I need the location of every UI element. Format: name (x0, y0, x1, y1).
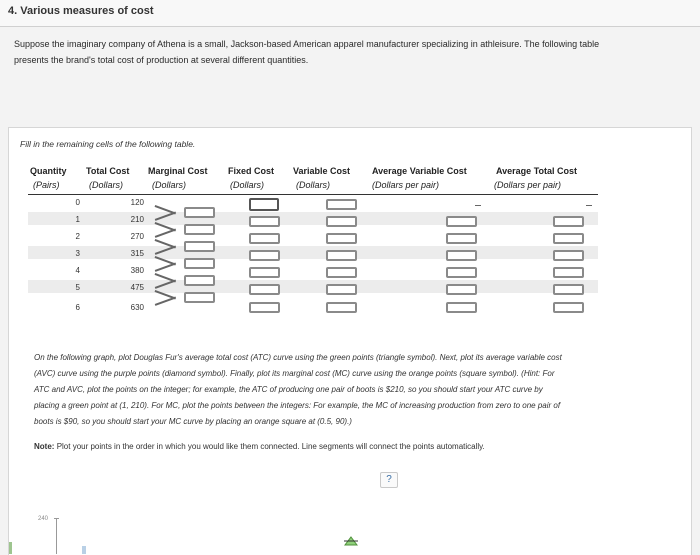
graph-tool-edge[interactable] (9, 542, 12, 554)
graph-instructions (34, 350, 679, 430)
question-panel (8, 127, 692, 555)
variable-cost-input-q6[interactable] (326, 302, 357, 313)
col-unit-avc: (Dollars per pair) (372, 180, 440, 190)
atc-triangle-icon[interactable] (344, 536, 358, 546)
question-title: 4. Various measures of cost (8, 5, 154, 17)
col-header-fixed-cost: Fixed Cost (228, 166, 275, 176)
fixed-cost-input-q4[interactable] (249, 267, 280, 278)
graph-tool-edge[interactable] (82, 546, 86, 554)
question-header (0, 0, 700, 27)
col-header-quantity: Quantity (30, 166, 67, 176)
total-cost-cell: 380 (130, 266, 144, 275)
total-cost-cell: 315 (130, 249, 144, 258)
quantity-cell: 3 (75, 249, 80, 258)
atc-input-q3[interactable] (553, 250, 584, 261)
atc-na-dash (586, 205, 592, 206)
fixed-cost-input-q5[interactable] (249, 284, 280, 295)
atc-input-q5[interactable] (553, 284, 584, 295)
total-cost-cell: 630 (130, 303, 144, 312)
fixed-cost-input-q0[interactable] (249, 198, 279, 211)
quantity-cell: 1 (75, 215, 80, 224)
graph-y-axis (56, 518, 57, 554)
row-stripe (28, 246, 598, 259)
quantity-cell: 6 (75, 303, 80, 312)
marginal-cost-input-3-4[interactable] (184, 258, 215, 269)
note-text (34, 442, 485, 451)
total-cost-cell: 270 (130, 232, 144, 241)
header-divider (28, 194, 598, 195)
graph-instructions-line-5: boots is $90, so you should start your MC curve by placing an orange square at (0.5, 90).) (34, 417, 352, 426)
marginal-cost-input-2-3[interactable] (184, 241, 215, 252)
variable-cost-input-q0[interactable] (326, 199, 357, 210)
col-unit-variable-cost: (Dollars) (296, 180, 331, 190)
avc-input-q1[interactable] (446, 216, 477, 227)
quantity-cell: 5 (75, 283, 80, 292)
col-unit-fixed-cost: (Dollars) (230, 180, 265, 190)
avc-input-q3[interactable] (446, 250, 477, 261)
note-label: Note: (34, 442, 55, 451)
fixed-cost-input-q3[interactable] (249, 250, 280, 261)
fixed-cost-input-q6[interactable] (249, 302, 280, 313)
variable-cost-input-q4[interactable] (326, 267, 357, 278)
total-cost-cell: 120 (130, 198, 144, 207)
help-button[interactable]: ? (380, 472, 398, 488)
quantity-cell: 4 (75, 266, 80, 275)
col-unit-marginal-cost: (Dollars) (152, 180, 187, 190)
marginal-cost-input-1-2[interactable] (184, 224, 215, 235)
intro-text (14, 36, 684, 68)
col-header-marginal-cost: Marginal Cost (148, 166, 208, 176)
atc-input-q6[interactable] (553, 302, 584, 313)
total-cost-cell: 475 (130, 283, 144, 292)
graph-y-axis-tick-label: 240 (38, 516, 49, 522)
row-stripe (28, 280, 598, 293)
avc-na-dash (475, 205, 481, 206)
marginal-cost-input-5-6[interactable] (184, 292, 215, 303)
variable-cost-input-q5[interactable] (326, 284, 357, 295)
col-header-atc: Average Total Cost (496, 166, 578, 176)
table-instruction: Fill in the remaining cells of the following table. (20, 139, 196, 149)
graph-instructions-line-3: ATC and AVC, plot the points on the integer; for example, the ATC of producing one pair of boots is $210, so you should start your ATC curve by (34, 385, 543, 394)
avc-input-q5[interactable] (446, 284, 477, 295)
col-header-avc: Average Variable Cost (372, 166, 467, 176)
note-body: Plot your points in the order in which you would like them connected. Line segments will connect the points automatically. (56, 442, 485, 451)
atc-input-q4[interactable] (553, 267, 584, 278)
atc-input-q1[interactable] (553, 216, 584, 227)
variable-cost-input-q1[interactable] (326, 216, 357, 227)
col-unit-atc: (Dollars per pair) (494, 180, 562, 190)
quantity-cell: 0 (75, 198, 80, 207)
marginal-cost-input-0-1[interactable] (184, 207, 215, 218)
fixed-cost-input-q2[interactable] (249, 233, 280, 244)
fixed-cost-input-q1[interactable] (249, 216, 280, 227)
variable-cost-input-q3[interactable] (326, 250, 357, 261)
intro-line-1: Suppose the imaginary company of Athena is a small, Jackson-based American apparel manufacturer specializing in athleisure. The following table (14, 39, 600, 49)
row-stripe (28, 212, 598, 225)
col-unit-quantity: (Pairs) (33, 180, 60, 190)
total-cost-cell: 210 (130, 215, 144, 224)
variable-cost-input-q2[interactable] (326, 233, 357, 244)
col-header-variable-cost: Variable Cost (293, 166, 351, 176)
avc-input-q2[interactable] (446, 233, 477, 244)
intro-line-2: presents the brand's total cost of production at several different quantities. (14, 55, 309, 65)
marginal-cost-input-4-5[interactable] (184, 275, 215, 286)
col-header-total-cost: Total Cost (86, 166, 130, 176)
graph-instructions-line-2: (AVC) curve using the purple points (diamond symbol). Finally, plot its marginal cost (MC) curve using the orange points (square symbol). (Hint: For (34, 369, 555, 378)
avc-input-q4[interactable] (446, 267, 477, 278)
graph-instructions-line-4: placing a green point at (1, 210). For MC, plot the points between the integers: For example, the MC of increasing production from zero to one pair of (34, 401, 561, 410)
avc-input-q6[interactable] (446, 302, 477, 313)
quantity-cell: 2 (75, 232, 80, 241)
graph-instructions-line-1: On the following graph, plot Douglas Fur's average total cost (ATC) curve using the green points (triangle symbol). Next, plot its average variable cost (34, 353, 562, 362)
col-unit-total-cost: (Dollars) (89, 180, 124, 190)
atc-input-q2[interactable] (553, 233, 584, 244)
